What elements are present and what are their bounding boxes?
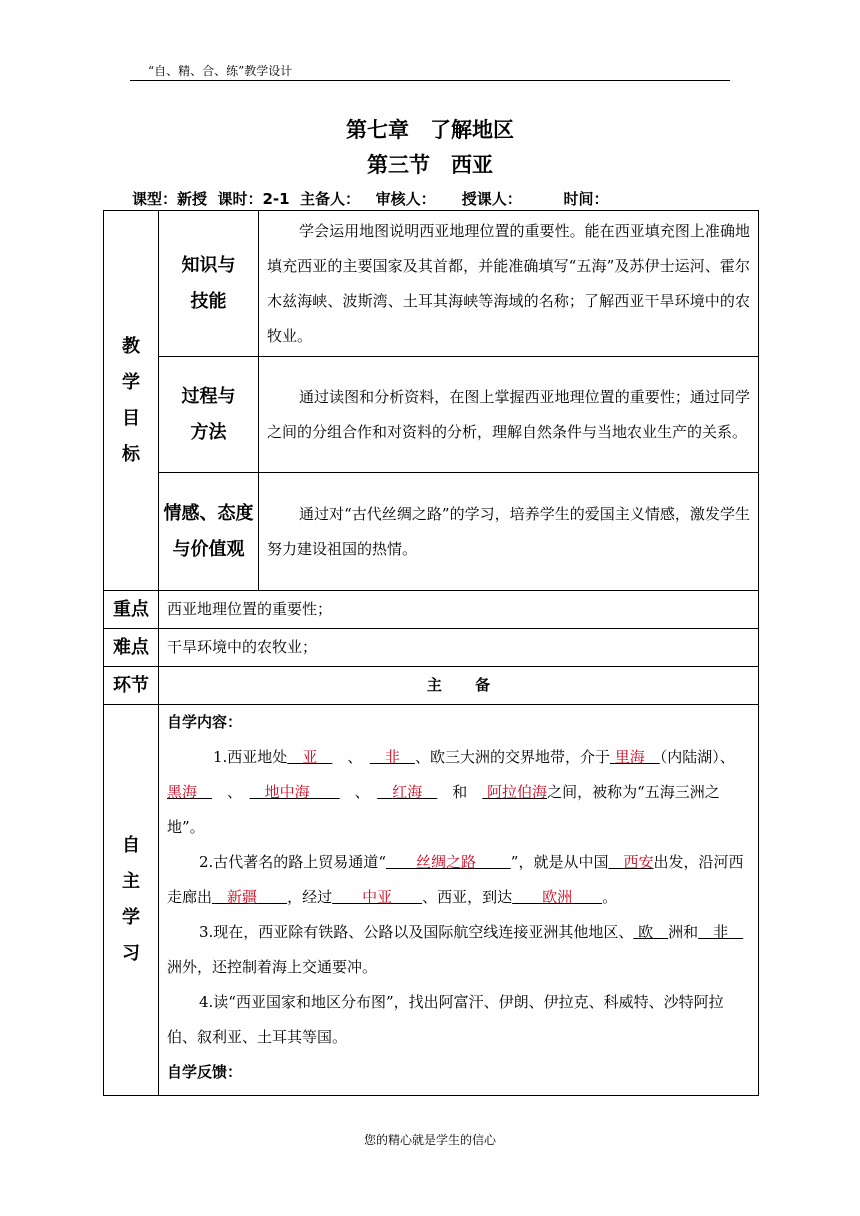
question-2: 2.古代著名的路上贸易通道“ 丝绸之路 ”，就是从中国 西安出发，沿河西走廊出 新疆 ，经过 中亚 、西亚，到达 欧洲 。 [167,853,744,906]
self-study-feedback-title: 自学反馈： [167,1063,243,1081]
key-point-label: 重点 [104,591,159,629]
answer-3-2: 非 [713,923,729,941]
section-title: 第三节 西亚 [367,153,493,177]
answer-1-3: 里海 [614,748,645,766]
answer-2-2: 西安 [623,853,654,871]
difficulty-label: 难点 [104,629,159,667]
objective-text-emotion: 通过对“古代丝绸之路”的学习，培养学生的爱国主义情感，激发学生努力建设祖国的热情。 [259,473,759,591]
answer-2-3: 新疆 [227,888,258,906]
answer-1-4: 黑海 [167,783,198,801]
answer-1-5: 地中海 [264,783,310,801]
answer-3-1: 欧 [638,923,654,941]
objective-text-knowledge: 学会运用地图说明西亚地理位置的重要性。能在西亚填充图上准确地填充西亚的主要国家及其首都，并能准确填写“五海”及苏伊士运河、霍尔木兹海峡、波斯湾、土耳其海峡等海域的名称；了解西亚干旱环境中的农牧业。 [259,211,759,357]
answer-1-6: 红海 [392,783,423,801]
self-study-content-title: 自学内容： [167,713,243,731]
section-heading-col2: 备 [475,676,491,694]
answer-2-5: 欧洲 [542,888,573,906]
header-rule [130,80,730,81]
answer-1-2: 非 [384,748,400,766]
question-1: 1.西亚地处 亚 、 非 、欧三大洲的交界地带，介于 里海 （内陆湖）、 黑海 、 地中海 、 红海 和 阿拉伯海之间，被称为“五海三洲之地”。 [167,748,735,836]
answer-1-7: 阿拉伯海 [487,783,548,801]
objective-label-knowledge: 知识与技能 [159,211,259,357]
answer-2-1: 丝绸之路 [416,853,477,871]
section-heading-col1: 主 [426,676,442,694]
lesson-plan-table [103,210,759,1096]
question-3: 3.现在，西亚除有铁路、公路以及国际航空线连接亚洲其他地区、 欧 洲和 非 洲外，还控制着海上交通要冲。 [167,923,729,976]
chapter-title: 第七章 了解地区 [346,118,514,142]
objectives-label [104,211,159,591]
section-label: 环节 [104,667,159,705]
objective-label-emotion: 情感、态度与价值观 [159,473,259,591]
page-header: “自、精、合、练”教学设计 [148,64,293,78]
lesson-meta: 课型：新授 课时：2-1 主备人： 审核人： 授课人： 时间： [132,190,609,208]
self-study-label: 自主学习 [104,705,159,1096]
objective-text-process: 通过读图和分析资料，在图上掌握西亚地理位置的重要性；通过同学之间的分组合作和对资料的分析，理解自然条件与当地农业生产的关系。 [259,357,759,473]
key-point-text: 西亚地理位置的重要性； [159,591,759,629]
question-4: 4.读“西亚国家和地区分布图”，找出阿富汗、伊朗、伊拉克、科威特、沙特阿拉伯、叙利亚、土耳其等国。 [167,993,724,1046]
self-study-content [159,705,759,1096]
answer-1-1: 亚 [302,748,318,766]
difficulty-text: 干旱环境中的农牧业； [159,629,759,667]
objective-label-process: 过程与方法 [159,357,259,473]
objectives-label-text: 教学目标 [122,335,140,465]
page-footer: 您的精心就是学生的信心 [363,1133,496,1147]
answer-2-4: 中亚 [362,888,393,906]
section-heading [159,667,759,705]
